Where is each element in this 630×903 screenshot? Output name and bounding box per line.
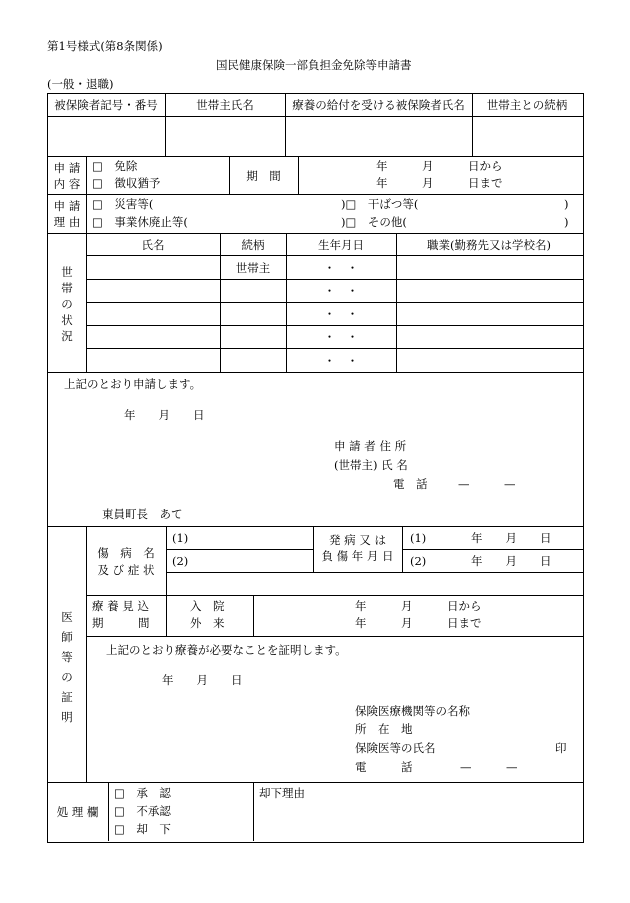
- relationship-field[interactable]: [473, 117, 582, 156]
- seal-mark: 印: [555, 741, 567, 755]
- household-header-name: 氏名: [141, 237, 165, 252]
- form-number: 第1号様式(第8条関係): [47, 39, 163, 53]
- form-category: (一般・退職): [47, 77, 114, 91]
- doctor-phone-label: 電 話: [355, 760, 413, 774]
- onset-2-date: 年 月 日: [471, 554, 552, 568]
- addressee: 東員町長 あて: [102, 507, 183, 521]
- period-label: 期 間: [246, 168, 281, 183]
- option-exemption-checkbox[interactable]: □ 免除: [92, 159, 138, 173]
- applicant-phone-label: 電 話: [393, 477, 428, 491]
- reason-drought-checkbox[interactable]: )□ 干ばつ等(: [341, 197, 419, 211]
- institution-name-label: 保険医療機関等の名称: [355, 704, 470, 718]
- treatment-period-from: 年 月 日から: [355, 599, 482, 613]
- doctor-name-label: 保険医等の氏名: [355, 741, 436, 755]
- approve-checkbox[interactable]: □ 承 認: [114, 786, 171, 800]
- reason-other-close: ): [564, 215, 569, 229]
- reason-business-closure-checkbox[interactable]: □ 事業休廃止等(: [92, 215, 188, 229]
- household-row-4-birthdate: ・ ・: [323, 330, 359, 344]
- reject-reason-label: 却下理由: [259, 786, 305, 800]
- declaration-date: 年 月 日: [124, 408, 205, 422]
- applicant-address-label: 申 請 者 住 所: [334, 439, 407, 453]
- treatment-prospect-label-2: 期 間: [92, 616, 150, 630]
- reason-disaster-checkbox[interactable]: □ 災害等(: [92, 197, 154, 211]
- disapprove-checkbox[interactable]: □ 不承認: [114, 804, 171, 818]
- reason-drought-close: ): [564, 197, 569, 211]
- period-from: 年 月 日から: [376, 159, 503, 173]
- doctor-certification-label: 医 師 等 の 証 明: [61, 610, 73, 724]
- household-row-3-birthdate: ・ ・: [323, 307, 359, 321]
- period-to: 年 月 日まで: [376, 176, 503, 190]
- household-header-birthdate: 生年月日: [318, 237, 364, 252]
- onset-label: 発 病 又 は 負 傷 年 月 日: [321, 533, 394, 563]
- patient-name-field[interactable]: [286, 117, 472, 156]
- header-insured-number: 被保険者記号・番号: [54, 98, 158, 112]
- applicant-phone-dash: — —: [458, 477, 516, 491]
- household-row-2-birthdate: ・ ・: [323, 284, 359, 298]
- doctor-statement: 上記のとおり療養が必要なことを証明します。: [106, 643, 347, 657]
- header-patient-name: 療養の給付を受ける被保険者氏名: [292, 98, 465, 112]
- option-deferral-checkbox[interactable]: □ 徴収猶予: [92, 176, 161, 190]
- form-title: 国民健康保険一部負担金免除等申請書: [216, 58, 412, 72]
- householder-name-field[interactable]: [166, 117, 285, 156]
- processing-label: 処 理 欄: [56, 805, 99, 819]
- institution-location-label: 所 在 地: [355, 722, 413, 736]
- injury-label: 傷 病 名 及 び 症 状: [97, 546, 155, 577]
- application-content-label: 申 請 内 容: [53, 161, 81, 191]
- declaration-statement: 上記のとおり申請します。: [64, 377, 202, 391]
- injury-1-label: (1): [172, 531, 189, 545]
- household-row-1-relation: 世帯主: [235, 260, 271, 275]
- injury-2-label: (2): [172, 554, 189, 568]
- inpatient-label: 入 院: [190, 599, 225, 613]
- onset-1-label: (1): [410, 531, 427, 545]
- onset-1-date: 年 月 日: [471, 531, 552, 545]
- header-relationship: 世帯主との続柄: [486, 98, 568, 112]
- household-header-occupation: 職業(勤務先又は学校名): [427, 237, 551, 252]
- household-header-relation: 続柄: [241, 237, 265, 252]
- outpatient-label: 外 来: [190, 616, 225, 630]
- onset-2-label: (2): [410, 554, 427, 568]
- reason-other-checkbox[interactable]: )□ その他(: [341, 215, 407, 229]
- treatment-period-to: 年 月 日まで: [355, 616, 482, 630]
- header-householder-name: 世帯主氏名: [196, 98, 254, 112]
- applicant-name-label: (世帯主) 氏 名: [334, 458, 408, 472]
- doctor-date: 年 月 日: [162, 673, 243, 687]
- reject-checkbox[interactable]: □ 却 下: [114, 822, 171, 836]
- application-reason-label: 申 請 理 由: [53, 199, 81, 229]
- treatment-prospect-label-1: 療 養 見 込: [92, 599, 149, 613]
- insured-number-field[interactable]: [48, 117, 165, 156]
- doctor-phone-dash: — —: [460, 760, 518, 774]
- household-row-5-birthdate: ・ ・: [323, 353, 359, 368]
- household-status-label: 世 帯 の 状 況: [61, 265, 73, 343]
- household-row-1-birthdate: ・ ・: [323, 260, 359, 275]
